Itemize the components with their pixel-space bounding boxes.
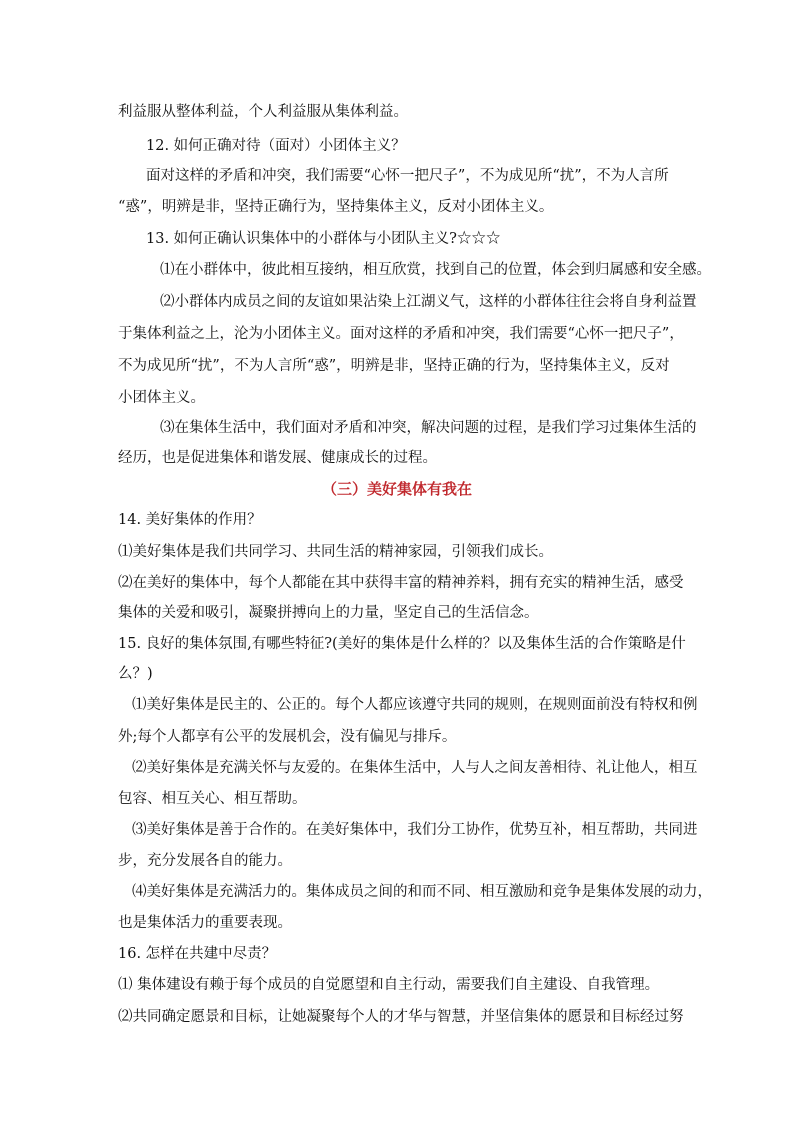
question-16: 16. 怎样在共建中尽责？ [118,946,277,962]
answer-15-point-2-line-2: 包容、相互关心、相互帮助。 [118,791,307,807]
answer-14-point-2-line-1: ⑵在美好的集体中，每个人都能在其中获得丰富的精神养料，拥有充实的精神生活，感受 [118,575,684,591]
question-15-line-1: 15. 良好的集体氛围,有哪些特征?(美好的集体是什么样的？以及集体生活的合作策略是什 [118,636,686,652]
question-13: 13. 如何正确认识集体中的小群体与小团队主义?☆☆☆ [146,231,501,247]
answer-15-point-3-line-2: 步，充分发展各自的能力。 [118,853,292,869]
question-15-line-2: 么？) [118,666,153,682]
answer-13-point-3-line-2: 经历，也是促进集体和谐发展、健康成长的过程。 [118,450,437,466]
paragraph-text: 利益服从整体利益，个人利益服从集体利益。 [118,104,408,120]
answer-13-point-1: ⑴在小群体中，彼此相互接纳，相互欣赏，找到自己的位置，体会到归属感和安全感。 [160,262,711,278]
answer-15-point-4-line-1: ⑷美好集体是充满活力的。集体成员之间的和而不同、相互激励和竞争是集体发展的动力， [132,884,712,900]
answer-13-point-2-line-3: 不为成见所“扰”，不为人言所“惑”，明辨是非，坚持正确的行为，坚持集体主义，反对 [118,358,670,374]
question-14: 14. 美好集体的作用？ [118,512,262,528]
answer-14-point-1: ⑴美好集体是我们共同学习、共同生活的精神家园，引领我们成长。 [118,544,553,560]
answer-13-point-3-line-1: ⑶在集体生活中，我们面对矛盾和冲突，解决问题的过程，是我们学习过集体生活的 [160,420,697,436]
answer-12-line-1: 面对这样的矛盾和冲突，我们需要“心怀一把尺子”，不为成见所“扰”，不为人言所 [146,168,669,184]
answer-13-point-2-line-2: 于集体利益之上，沦为小团体主义。面对这样的矛盾和冲突，我们需要“心怀一把尺子”， [118,326,684,342]
answer-15-point-4-line-2: 也是集体活力的重要表现。 [118,915,292,931]
answer-16-point-1: ⑴ 集体建设有赖于每个成员的自觉愿望和自主行动，需要我们自主建设、自我管理。 [118,977,660,993]
answer-15-point-1-line-2: 外;每个人都享有公平的发展机会，没有偏见与排斥。 [118,729,457,745]
answer-14-point-2-line-2: 集体的关爱和吸引，凝聚拼搏向上的力量，坚定自己的生活信念。 [118,605,539,621]
answer-15-point-3-line-1: ⑶美好集体是善于合作的。在美好集体中，我们分工协作，优势互补，相互帮助，共同进 [132,822,698,838]
section-title: （三）美好集体有我在 [321,480,472,498]
answer-15-point-2-line-1: ⑵美好集体是充满关怀与友爱的。在集体生活中，人与人之间友善相待、礼让他人，相互 [132,760,698,776]
question-12: 12. 如何正确对待（面对）小团体主义？ [146,138,406,154]
answer-12-line-2: “惑”，明辨是非，坚持正确行为，坚持集体主义，反对小团体主义。 [118,199,554,215]
answer-16-point-2-line-1: ⑵共同确定愿景和目标，让她凝聚每个人的才华与智慧，并坚信集体的愿景和目标经过努 [118,1009,684,1025]
answer-15-point-1-line-1: ⑴美好集体是民主的、公正的。每个人都应该遵守共同的规则，在规则面前没有特权和例 [132,697,698,713]
answer-13-point-2-line-1: ⑵小群体内成员之间的友谊如果沾染上江湖义气，这样的小群体往往会将自身利益置 [160,294,697,310]
answer-13-point-2-line-4: 小团体主义。 [118,390,205,406]
